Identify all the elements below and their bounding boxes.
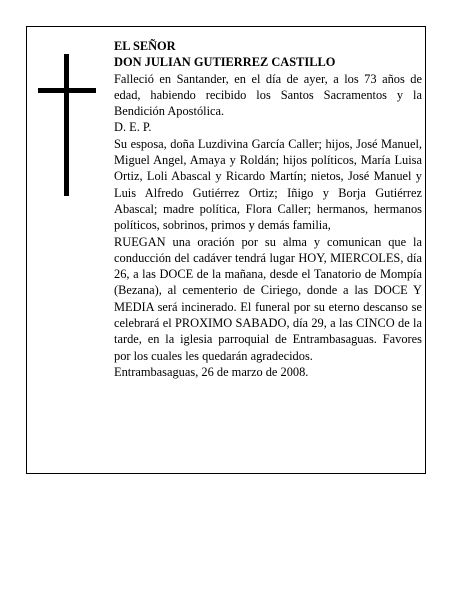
notice-text-block (114, 38, 422, 380)
cross-icon (38, 54, 96, 196)
rip-text: D. E. P. (114, 120, 152, 135)
cross-horizontal-bar (38, 88, 96, 93)
funeral-request: RUEGAN una oración por su alma y comunican que la conducción del cadáver tendrá lugar HOY, MIERCOLES, día 26, a las DOCE de la mañana, desde el Tanatorio de Mompía (Bezana), al cementerio de Ciriego, donde a las DOCE Y MEDIA será incinerado. El funeral por su eterno descanso se celebrará el PROXIMO SABADO, día 29, a las CINCO de la tarde, en la iglesia parroquial de Entrambasaguas. Favores por los cuales les quedarán agradecidos. (114, 234, 422, 363)
place-and-date: Entrambasaguas, 26 de marzo de 2008. (114, 364, 309, 379)
family-list: Su esposa, doña Luzdivina García Caller; hijos, José Manuel, Miguel Angel, Amaya y Roldán; hijos políticos, María Luisa Ortiz, Loli Abascal y Ricardo Martín; nietos, José Manuel y Luis Alfredo Gutiérrez Ortiz; Iñigo y Borja Gutiérrez Abascal; madre política, Flora Caller; hermanos, hermanos políticos, sobrinos, primos y demás familia, (114, 136, 422, 233)
death-announcement: Falleció en Santander, en el día de ayer, a los 73 años de edad, habiendo recibido los Santos Sacramentos y la Bendición Apostólica. (114, 71, 422, 119)
deceased-name: DON JULIAN GUTIERREZ CASTILLO (114, 55, 336, 70)
cross-vertical-bar (64, 54, 69, 196)
notice-title: EL SEÑOR (114, 39, 176, 53)
